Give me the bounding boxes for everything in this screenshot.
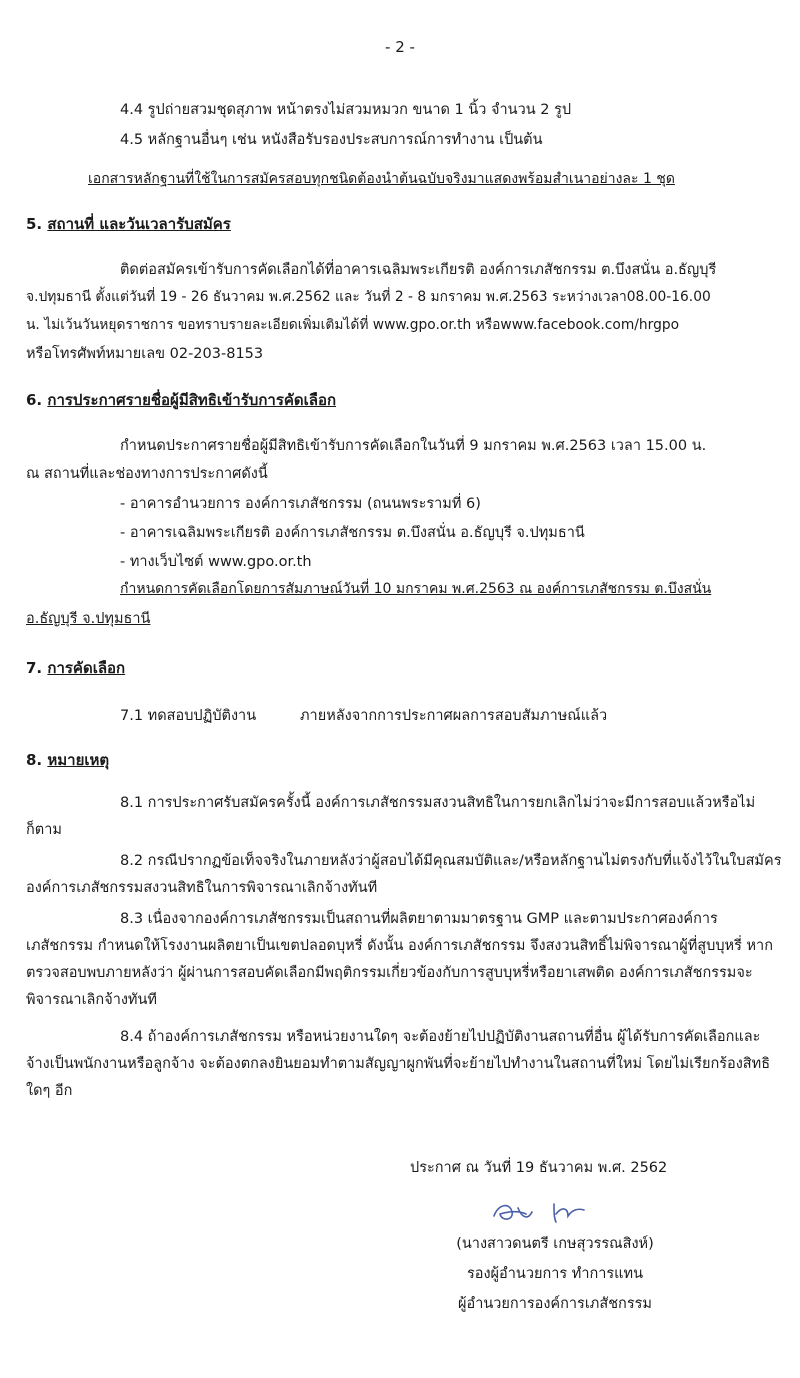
- section-6-line-1: กำหนดประกาศรายชื่อผู้มีสิทธิเข้ารับการคัดเลือกในวันที่ 9 มกราคม พ.ศ.2563 เวลา 15.00 น.: [120, 438, 707, 454]
- note-8-4: 8.4 ถ้าองค์การเภสัชกรรม หรือหน่วยงานใดๆ จะต้องย้ายไปปฏิบัติงานสถานที่อื่น ผู้ได้รับการคัดเลือกและจ้างเป็นพนักงานหรือลูกจ้าง จะต้องตกลงยินยอมทำตามสัญญาผูกพันที่จะย้ายไปทำงานในสถานที่ใหม่ โดยไม่เรียกร้องสิทธิใดๆ อีก: [26, 1029, 771, 1099]
- section-5-line-1: ติดต่อสมัครเข้ารับการคัดเลือกได้ที่อาคารเฉลิมพระเกียรติ องค์การเภสัชกรรม ต.บึงสนั่น อ.ธัญบุรี: [120, 262, 717, 278]
- section-8-number: 8.: [26, 751, 43, 769]
- section-8-heading: [26, 748, 109, 772]
- interview-line-2: อ.ธัญบุรี จ.ปทุมธานี: [26, 611, 151, 627]
- bullet-2: - อาคารเฉลิมพระเกียรติ องค์การเภสัชกรรม ต.บึงสนั่น อ.ธัญบุรี จ.ปทุมธานี: [120, 525, 585, 541]
- section-5-line-3: น. ไม่เว้นวันหยุดราชการ ขอทราบรายละเอียดเพิ่มเติมได้ที่ www.gpo.or.th หรือwww.facebook.com/hrgpo: [26, 317, 680, 333]
- note-8-3: 8.3 เนื่องจากองค์การเภสัชกรรมเป็นสถานที่ผลิตยาตามมาตรฐาน GMP และตามประกาศองค์การเภสัชกรรม กำหนดให้โรงงานผลิตยาเป็นเขตปลอดบุหรี่ ดังนั้น องค์การเภสัชกรรม จึงสงวนสิทธิ์ไม่พิจารณาผู้ที่สูบบุหรี่ หากตรวจสอบพบภายหลังว่า ผู้ผ่านการสอบคัดเลือกมีพฤติกรรมเกี่ยวข้องกับการสูบบุหรี่หรือยาเสพติด องค์การเภสัชกรรมจะพิจารณาเลิกจ้างทันที: [26, 911, 773, 1008]
- section-7-item-detail: ภายหลังจากการประกาศผลการสอบสัมภาษณ์แล้ว: [300, 708, 608, 724]
- section-5-line-2: จ.ปทุมธานี ตั้งแต่วันที่ 19 - 26 ธันวาคม พ.ศ.2562 และ วันที่ 2 - 8 มกราคม พ.ศ.2563 ระหว่างเวลา08.00-16.00: [26, 289, 711, 305]
- section-7-item-label: 7.1 ทดสอบปฏิบัติงาน: [120, 708, 257, 724]
- section-8-title: หมายเหตุ: [47, 751, 110, 769]
- documents-note: เอกสารหลักฐานที่ใช้ในการสมัครสอบทุกชนิดต้องนำต้นฉบับจริงมาแสดงพร้อมสำเนาอย่างละ 1 ชุด: [88, 171, 675, 187]
- signer-name: (นางสาวดนตรี เกษสุวรรณสิงห์): [456, 1236, 654, 1252]
- item-4-5: 4.5 หลักฐานอื่นๆ เช่น หนังสือรับรองประสบการณ์การทำงาน เป็นต้น: [120, 132, 543, 148]
- announce-date: ประกาศ ณ วันที่ 19 ธันวาคม พ.ศ. 2562: [410, 1160, 668, 1176]
- section-6-number: 6.: [26, 391, 43, 409]
- note-8-1: 8.1 การประกาศรับสมัครครั้งนี้ องค์การเภสัชกรรมสงวนสิทธิในการยกเลิกไม่ว่าจะมีการสอบแล้วหรือไม่ก็ตาม: [26, 795, 756, 838]
- section-6-heading: [26, 388, 336, 412]
- section-5-heading: [26, 212, 231, 236]
- signature-image: [488, 1190, 598, 1230]
- bullet-3: - ทางเว็บไซต์ www.gpo.or.th: [120, 554, 312, 570]
- section-6-line-2: ณ สถานที่และช่องทางการประกาศดังนี้: [26, 466, 268, 482]
- bullet-1: - อาคารอำนวยการ องค์การเภสัชกรรม (ถนนพระรามที่ 6): [120, 496, 481, 512]
- section-5-number: 5.: [26, 215, 43, 233]
- item-4-4: 4.4 รูปถ่ายสวมชุดสุภาพ หน้าตรงไม่สวมหมวก ขนาด 1 นิ้ว จำนวน 2 รูป: [120, 102, 572, 118]
- section-7-number: 7.: [26, 659, 43, 677]
- signer-position-2: ผู้อำนวยการองค์การเภสัชกรรม: [458, 1296, 652, 1312]
- note-8-2: 8.2 กรณีปรากฏข้อเท็จจริงในภายหลังว่าผู้สอบได้มีคุณสมบัติและ/หรือหลักฐานไม่ตรงกับที่แจ้งไว้ในใบสมัคร องค์การเภสัชกรรมสงวนสิทธิในการพิจารณาเลิกจ้างทันที: [26, 853, 782, 896]
- section-7-heading: [26, 656, 125, 680]
- signer-position-1: รองผู้อำนวยการ ทำการแทน: [466, 1266, 644, 1282]
- section-5-line-4: หรือโทรศัพท์หมายเลข 02-203-8153: [26, 346, 264, 362]
- page-number: - 2 -: [385, 38, 415, 56]
- interview-line-1: กำหนดการคัดเลือกโดยการสัมภาษณ์วันที่ 10 มกราคม พ.ศ.2563 ณ องค์การเภสัชกรรม ต.บึงสนั่น: [120, 581, 712, 597]
- section-5-title: สถานที่ และวันเวลารับสมัคร: [47, 215, 231, 233]
- section-7-title: การคัดเลือก: [47, 659, 126, 677]
- section-6-title: การประกาศรายชื่อผู้มีสิทธิเข้ารับการคัดเลือก: [47, 391, 337, 409]
